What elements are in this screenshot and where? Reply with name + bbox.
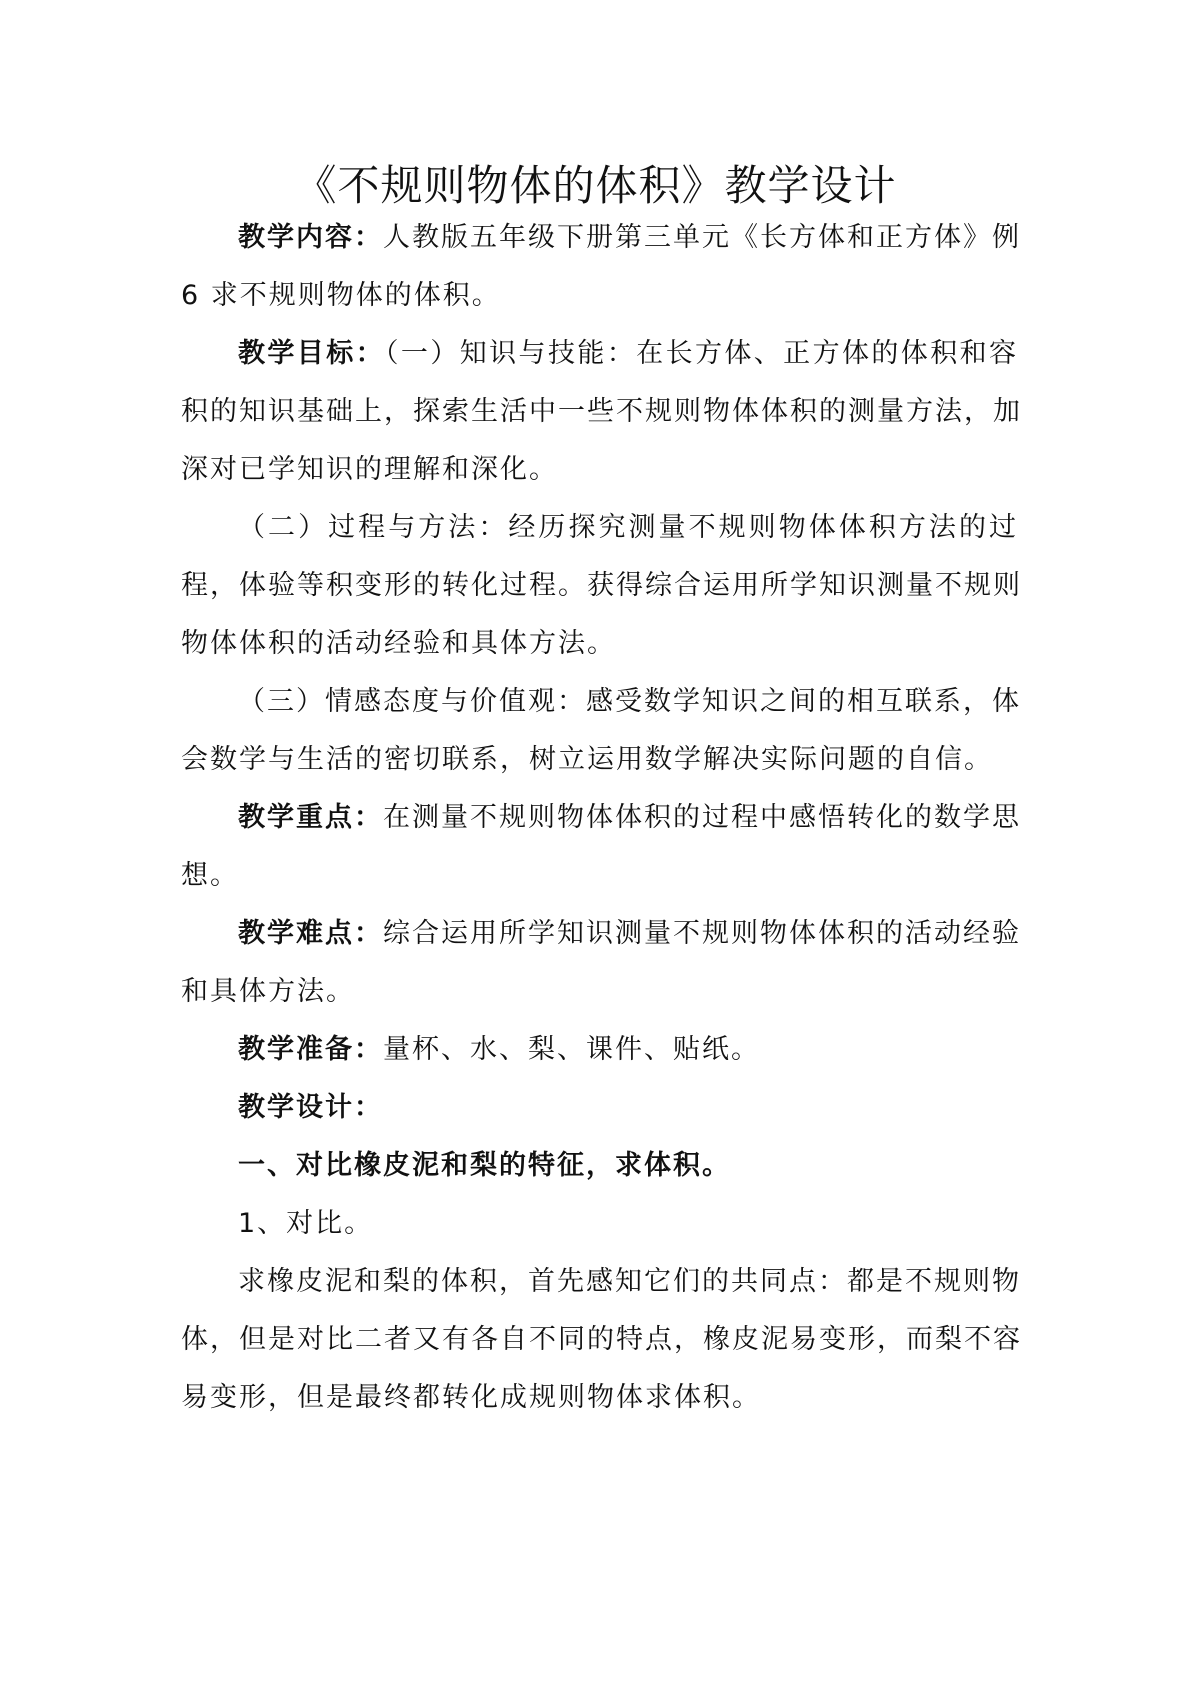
design-heading: 教学设计：: [238, 1092, 383, 1123]
prep-text: 量杯、水、梨、课件、贴纸。: [383, 1034, 760, 1065]
paragraph-1-line-1: 求橡皮泥和梨的体积，首先感知它们的共同点：都是不规则物: [238, 1266, 1021, 1297]
key-line-2: 想。: [181, 860, 239, 891]
goals-line-1: [238, 334, 1018, 374]
section-1-heading: 一、对比橡皮泥和梨的特征，求体积。: [238, 1150, 731, 1181]
paragraph-1-line-3: 易变形，但是最终都转化成规则物体求体积。: [181, 1382, 761, 1413]
content-label: 教学内容：: [238, 222, 383, 253]
page-title: 《不规则物体的体积》教学设计: [294, 161, 897, 210]
goals-g3-line-1: （三）情感态度与价值观：感受数学知识之间的相互联系，体: [238, 686, 1021, 717]
goals-line-2: 积的知识基础上，探索生活中一些不规则物体体积的测量方法，加: [181, 396, 1022, 427]
key-text-1: 在测量不规则物体体积的过程中感悟转化的数学思: [383, 802, 1021, 833]
difficulty-text-1: 综合运用所学知识测量不规则物体体积的活动经验: [383, 918, 1021, 949]
prep-line: [238, 1030, 1068, 1070]
prep-label: 教学准备：: [238, 1034, 383, 1065]
content-line-2: 6 求不规则物体的体积。: [181, 280, 501, 311]
difficulty-line-1: [238, 914, 1021, 954]
difficulty-line-2: 和具体方法。: [181, 976, 355, 1007]
difficulty-label: 教学难点：: [238, 918, 383, 949]
goals-label: 教学目标：: [238, 338, 386, 369]
key-label: 教学重点：: [238, 802, 383, 833]
content-text-1: 人教版五年级下册第三单元《长方体和正方体》例: [383, 222, 1021, 253]
paragraph-1-line-2: 体，但是对比二者又有各自不同的特点，橡皮泥易变形，而梨不容: [181, 1324, 1022, 1355]
goals-g2-line-2: 程，体验等积变形的转化过程。获得综合运用所学知识测量不规则: [181, 570, 1022, 601]
goals-text-1: （一）知识与技能：在长方体、正方体的体积和容: [385, 338, 1019, 369]
goals-g3-line-2: 会数学与生活的密切联系，树立运用数学解决实际问题的自信。: [181, 744, 993, 775]
content-line-1: [238, 218, 1021, 258]
goals-g2-line-1: （二）过程与方法：经历探究测量不规则物体体积方法的过: [238, 512, 1018, 543]
goals-g2-line-3: 物体体积的活动经验和具体方法。: [181, 628, 616, 659]
key-line-1: [238, 798, 1021, 838]
step-1-heading: 1、对比。: [238, 1208, 374, 1239]
goals-line-3: 深对已学知识的理解和深化。: [181, 454, 558, 485]
